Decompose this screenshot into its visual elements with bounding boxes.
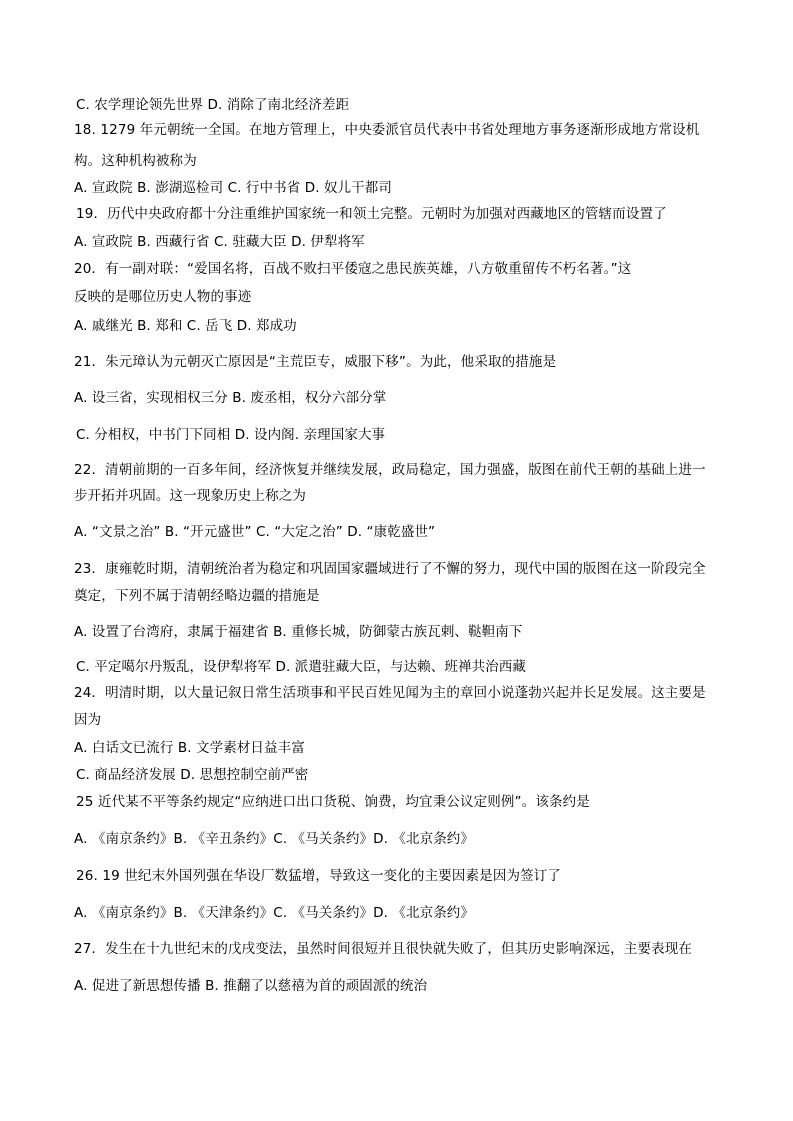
question-26-line-1: 26. 19 世纪末外国列强在华设厂数猛增，导致这一变化的主要因素是因为签订了	[76, 868, 562, 884]
question-23-line-2: 奠定，下列不属于清朝经略边疆的措施是	[74, 588, 320, 604]
option-line-q21-cd: C. 分相权，中书门下同相 D. 设内阁. 亲理国家大事	[76, 427, 386, 443]
question-22-line-2: 步开拓并巩固。这一现象历史上称之为	[74, 488, 307, 504]
option-line-q22: A. “文景之治” B. “开元盛世” C. “大定之治” D. “康乾盛世”	[74, 524, 436, 540]
option-line-q23-cd: C. 平定噶尔丹叛乱，设伊犁将军 D. 派遣驻藏大臣，与达赖、班禅共治西藏	[76, 659, 526, 675]
question-27-line-1: 27．发生在十九世纪末的戊戌变法，虽然时间很短并且很快就失败了，但其历史影响深远，主要表现在	[74, 941, 693, 957]
question-18-line-2: 构。这种机构被称为	[74, 153, 197, 169]
option-line-q17-cd: C. 农学理论领先世界 D. 消除了南北经济差距	[76, 97, 350, 113]
option-line-q20: A. 戚继光 B. 郑和 C. 岳飞 D. 郑成功	[74, 318, 297, 334]
question-22-line-1: 22．清朝前期的一百多年间，经济恢复并继续发展，政局稳定，国力强盛，版图在前代王朝的基础上进一	[74, 462, 706, 478]
question-20-line-2: 反映的是哪位历史人物的事迹	[74, 289, 252, 305]
question-19-line-1: 19．历代中央政府都十分注重维护国家统一和领土完整。元朝时为加强对西藏地区的管辖而设置了	[76, 206, 667, 222]
option-line-q24-ab: A. 白话文已流行 B. 文学素材日益丰富	[74, 740, 305, 756]
question-24-line-1: 24．明清时期，以大量记叙日常生活琐事和平民百姓见闻为主的章回小说蓬勃兴起并长足发展。这主要是	[74, 685, 706, 701]
option-line-q27-ab: A. 促进了新思想传播 B. 推翻了以慈禧为首的顽固派的统治	[74, 978, 428, 994]
question-24-line-2: 因为	[74, 712, 102, 728]
question-20-line-1: 20．有一副对联：“爱国名将，百战不败扫平倭寇之患民族英雄，八方敬重留传不朽名著。”这	[74, 261, 632, 277]
option-line-q26: A. 《南京条约》B. 《天津条约》C. 《马关条约》D. 《北京条约》	[74, 905, 475, 921]
option-line-q23-ab: A. 设置了台湾府，隶属于福建省 B. 重修长城，防御蒙古族瓦剌、鞑靼南下	[74, 624, 523, 640]
question-25-line-1: 25 近代某不平等条约规定“应纳进口出口货税、饷费，均宜秉公议定则例”。该条约是	[76, 794, 590, 810]
option-line-q21-ab: A. 设三省，实现相权三分 B. 废丞相，权分六部分掌	[74, 390, 387, 406]
question-18-line-1: 18. 1279 年元朝统一全国。在地方管理上，中央委派官员代表中书省处理地方事务逐渐形成地方常设机	[74, 122, 700, 138]
option-line-q24-cd: C. 商品经济发展 D. 思想控制空前严密	[76, 767, 309, 783]
option-line-q25: A. 《南京条约》B. 《辛丑条约》C. 《马关条约》D. 《北京条约》	[74, 831, 475, 847]
question-21-line-1: 21．朱元璋认为元朝灭亡原因是“主荒臣专，威服下移”。为此，他采取的措施是	[74, 354, 557, 370]
option-line-q18: A. 宣政院 B. 澎湖巡检司 C. 行中书省 D. 奴儿干都司	[74, 180, 392, 196]
option-line-q19: A. 宣政院 B. 西藏行省 C. 驻藏大臣 D. 伊犁将军	[74, 234, 365, 250]
question-23-line-1: 23．康雍乾时期，清朝统治者为稳定和巩固国家疆域进行了不懈的努力，现代中国的版图在这一阶段完全	[74, 561, 706, 577]
